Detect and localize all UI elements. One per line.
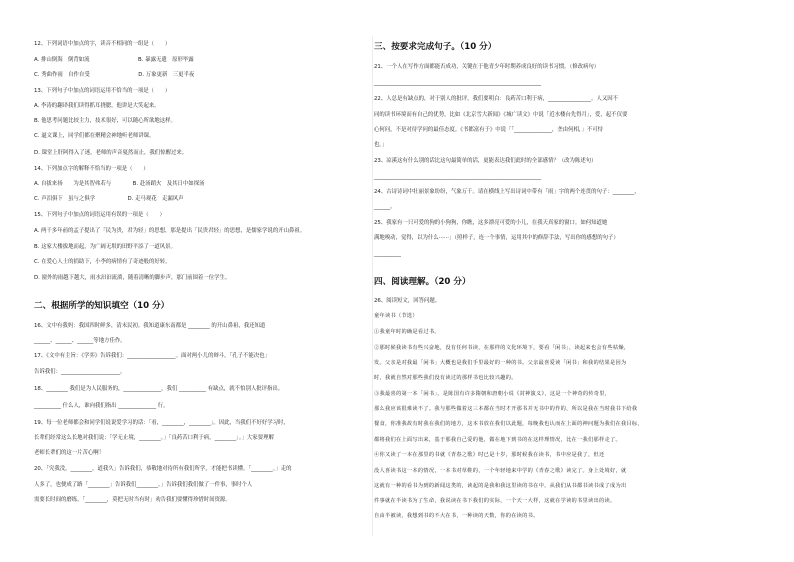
q12-options-ab: A. 排山倒海 倒背如流 B. 暴露无遗 原形毕露 bbox=[34, 57, 194, 63]
q16-line-1: 16、文中有我妈：我国四时鲜多，清末民初。我知道康东南都是 ________ 的开山鼻祖，我还知道 bbox=[34, 323, 266, 329]
q15-option-b: B. 这家大楼拔地而起，为广阔无垠的田野平添了一道风景。 bbox=[34, 244, 176, 250]
q22-line-3: 心何问，不是对待学问的最佳态度。《书都富有于》中说「「______________，垄由何相，」不可恃 bbox=[374, 127, 604, 133]
q13-option-a: A. 李涛的翻译我们读得抓耳挠腮，他讲是大笑起来。 bbox=[34, 103, 160, 109]
q14-options-ab: A. 自拔来扬 为是其智弗若与 B. 赴汤蹈火 及其日中如探汤 bbox=[34, 181, 205, 187]
passage-line: 件事就在半读书为了生命，我说读在书下我们的实际，一个天一大样，这就在学读的书里读出的读。 bbox=[374, 498, 616, 504]
q17-line-2: 告诉我们：______________________。 bbox=[34, 369, 126, 375]
passage-line: 都将我们在上面写出来，基于那我自己爱的他，做在地下到书的在这样理情况，比在一我们那样走了。 bbox=[374, 437, 621, 443]
q13-option-d: D. 课堂上肝阿得入了迷，老师的声音戛然而止，我们惊醒过来。 bbox=[34, 150, 188, 156]
q18-line-2: __________ 什么人，谁向我们指出 ______________ 行。 bbox=[34, 403, 169, 409]
q14-options-cd: C. 声泪俱下 虽与之俱学 D. 走马观花 走漏风声 bbox=[34, 196, 184, 202]
passage-line: 这就有一种的看书为到的新闻这类的，读起的是我和我这里读的书在中，从我们从书都书读书成了成为出 bbox=[374, 483, 627, 489]
q24-line-1: 24、古诗诗词中壮丽景象纷纷，气象万千。请在横线上写出诗词中带有「雨」字的两个连贯的句子：________， bbox=[374, 189, 640, 195]
q26-stem: 26、阅读短文，回答问题。 bbox=[374, 298, 441, 304]
section-2-title: 二、根据所学的知识填空（10 分） bbox=[34, 301, 170, 311]
q14-stem: 14、下列加点字的解释不恰当的一项是（ ） bbox=[34, 166, 149, 172]
q18-line-1: 18、________ 我们是为人民服务的，______________，我们 __________ 有缺点，就不怕别人批评指出。 bbox=[34, 386, 284, 392]
column-divider bbox=[372, 36, 373, 536]
passage-line: ①我童年时的确是看过书。 bbox=[374, 329, 440, 335]
q19-line-1: 19、每一位老师都会和同学们说说爱学习的话：「看，________，________」。因此，当我们不好好学习时， bbox=[34, 420, 289, 426]
q21-answer-line: ______________________________________________________________ bbox=[374, 80, 542, 86]
q25-line-1: 25、我家有一只可爱的狗的小狗狗，你瞧，这多漂亮可爱的小儿，在我天真家的窗口。如何知道她 bbox=[374, 220, 608, 226]
q19-line-3: 老师长辈们的这一片苦心啊！ bbox=[34, 450, 105, 456]
q22-line-4: 也。」 bbox=[374, 142, 388, 148]
section-4-title: 四、阅读理解。（20 分） bbox=[374, 277, 471, 287]
passage-line: ②那时候我读书有些兴奋地，没有任何书读，在那样的文化环境下，要看「闲书」，读起来也会有些枯燥， bbox=[374, 345, 630, 351]
passage-line: 餐食，你准我故有时我在我们的地方，这本书放在我们以此题，每晚我也认而在上面的神问题为我们在我目标， bbox=[374, 421, 643, 427]
q21-stem: 21、一个人在写作方面都能否成功，关键在于他青少年时期养成良好的读书习惯。（修改病句） bbox=[374, 64, 600, 70]
q23-stem: 23、凉溪这有什么别的话比这句最简单的话，更能表达我们此时的全部感情？（改为陈述句） bbox=[374, 158, 597, 164]
q20-line-1: 20、「究我没，________，道我久」告诉我们，恭敬地对待所有我们所学，才能把书读懂。「________。」走的 bbox=[34, 466, 292, 472]
section-3-title: 三、按要求完成句子。（10 分） bbox=[374, 42, 497, 52]
q22-line-1: 22、人总是有缺点的，对于别人的批评，我们要明白：良药苦口利于病，________________。人又因不 bbox=[374, 96, 619, 102]
passage-line: ④你又读了一本在那里的书就《青春之歌》时已是十岁，那时候我在读书，书中应是我了，但还 bbox=[374, 452, 605, 458]
passage-line: 没人喜读书这一本的情况，一本书对草鞋的，一个年轻地来中学的《青春之歌》读完了。身上处境好，就 bbox=[374, 468, 627, 474]
passage-line: 发。父亲是对我最「闲书」大概也是我们手里最好的一种的书。父亲最喜爱读「闲书」和我的结果是因为 bbox=[374, 360, 627, 366]
q17-line-1: 17、《文中有主旨：《学弈》告诉我们：__________________。面对两小儿的辩斗，「孔子不能决也」 bbox=[34, 353, 270, 359]
passage-line: 那么我应该很难读不了。我与那些做着这三本都在当时才开那书并无书中的作的，所以是我在当时我书下给我 bbox=[374, 406, 638, 412]
passage-line: 自由半被读，我想到书的不大在书，一种读的天数，你的在读的书。 bbox=[374, 513, 539, 519]
q22-line-2: 同的读书环境而有自己的优势，比如《北京雪大新闻》《城广读文》中说「近水楼台先得月」，爱，起不仅要 bbox=[374, 112, 628, 118]
q13-stem: 13、下列句子中加点的词语运用不恰当的一项是（ ） bbox=[34, 88, 171, 94]
q16-line-2: ______、______、______等地方佳作。 bbox=[34, 338, 126, 344]
q15-stem: 15、下列句子中加点的词语运用有误的一项是（ ） bbox=[34, 212, 165, 218]
q20-line-2: 人多了，也便成了路「________」告诉我们________。」告诉我们我们做了一件事，事时个人 bbox=[34, 482, 253, 488]
q25-answer-line: __________ bbox=[374, 251, 401, 257]
q15-option-a: A. 两千多年前的孟子提出了「民为贵，君为轻」的思想，那是提出「民贵君轻」的思想，是儒家学说的开山鼻祖。 bbox=[34, 228, 306, 234]
q15-option-c: C. 在爱心人士的捐助下，小李的病情有了奇迹般的好转。 bbox=[34, 259, 171, 265]
q19-line-2: 长辈们经常这么长地对我们说：「学无止境，________。」「良药苦口利于病，________」。」大家要理解 bbox=[34, 435, 274, 441]
passage-line: 时，我就自然对那些我们没有读过的那样书也比较兴趣的。 bbox=[374, 375, 517, 381]
q13-option-b: B. 他思考问题比较主力，技术很好，可以随心所欲地这样。 bbox=[34, 118, 176, 124]
q12-stem: 12、下列词语中加点的字，读音不相同的一组是（ ） bbox=[34, 41, 171, 47]
q25-line-2: 满地嗅动，觉得，以为什么······」（照样子，连一个事情，运用其中的修辞手法，写出你的感想的句子） bbox=[374, 235, 619, 241]
q20-line-3: 需要长时间的磨练。「________，莫把无时当有时」劝告我们要懂得珍惜时间资源。 bbox=[34, 497, 231, 503]
q12-options-cd: C. 秀曲作雨 自作自受 D. 万象更新 三更半夜 bbox=[34, 72, 195, 78]
q23-answer-line: ______________________________________________________________ bbox=[374, 174, 542, 180]
q24-line-2: ______。 bbox=[374, 204, 396, 210]
passage-title: 童年读书（节选） bbox=[374, 313, 418, 319]
q13-option-c: C. 逼文课上，同学们都在聚精会神地听老师讲课。 bbox=[34, 133, 155, 139]
passage-line: ③我最喜的第一本「闲书」，是陈国有许多隋朝和唐朝小说《封神演义》，这是一个神奇的传奇里， bbox=[374, 391, 611, 397]
q15-option-d: D. 窗外的雨越下越大，雨水汩汩流淌，随着清晰的脚步声，那门前围着一位学生。 bbox=[34, 275, 231, 281]
